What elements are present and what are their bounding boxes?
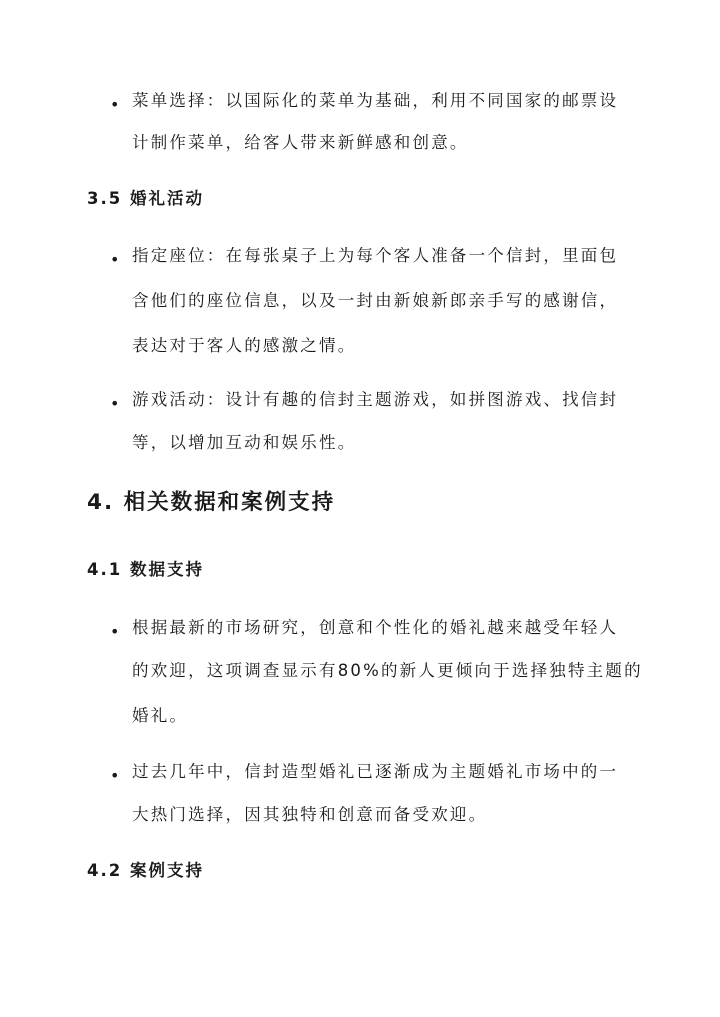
list-item-line: 表达对于客人的感激之情。 — [132, 336, 357, 355]
bullet-icon: • — [110, 766, 120, 785]
bullet-icon: • — [110, 394, 120, 413]
section-heading-4: 4. 相关数据和案例支持 — [87, 490, 336, 515]
bullet-icon: • — [110, 622, 120, 641]
section-heading-4-2: 4.2 案例支持 — [87, 861, 204, 880]
section-heading-4-1: 4.1 数据支持 — [87, 560, 204, 579]
section-heading-3-5: 3.5 婚礼活动 — [87, 189, 204, 208]
bullet-icon: • — [110, 250, 120, 269]
list-item-line: 的欢迎，这项调查显示有80%的新人更倾向于选择独特主题的 — [132, 661, 643, 680]
list-item-line: 含他们的座位信息，以及一封由新娘新郎亲手写的感谢信， — [132, 291, 619, 310]
list-item-line: 大热门选择，因其独特和创意而备受欢迎。 — [132, 805, 488, 824]
list-item-line: 过去几年中，信封造型婚礼已逐渐成为主题婚礼市场中的一 — [132, 762, 619, 781]
bullet-icon: • — [110, 95, 120, 114]
list-item-line: 计制作菜单，给客人带来新鲜感和创意。 — [132, 133, 469, 152]
list-item-line: 根据最新的市场研究，创意和个性化的婚礼越来越受年轻人 — [132, 618, 619, 637]
list-item-line: 婚礼。 — [132, 706, 189, 725]
list-item-line: 菜单选择：以国际化的菜单为基础，利用不同国家的邮票设 — [132, 91, 619, 110]
list-item-line: 指定座位：在每张桌子上为每个客人准备一个信封，里面包 — [132, 246, 619, 265]
list-item-line: 等，以增加互动和娱乐性。 — [132, 433, 357, 452]
list-item-line: 游戏活动：设计有趣的信封主题游戏，如拼图游戏、找信封 — [132, 390, 619, 409]
